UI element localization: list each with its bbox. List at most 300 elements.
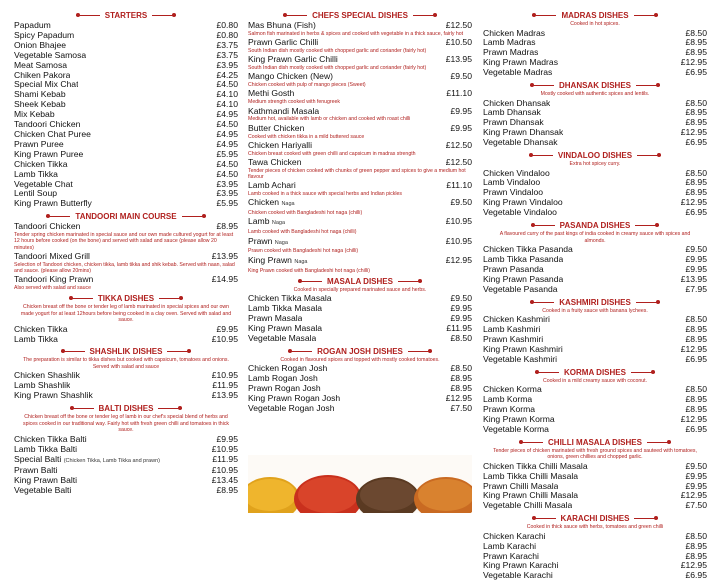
section-title-rogan-josh-dishes	[248, 346, 472, 357]
menu-item-name: Lamb	[248, 217, 270, 227]
menu-item-price: £10.95	[445, 216, 472, 227]
menu-item-description: Chicken breast cooked with green chilli and capsicum in madras strength	[248, 150, 416, 157]
menu-item	[14, 335, 238, 345]
menu-item-name: Lamb Rogan Josh	[248, 374, 318, 384]
menu-item-description: Chicken cooked with pulp of mango pieces (Sweet)	[248, 82, 366, 89]
section-title-text: KARACHI DISHES	[560, 514, 630, 524]
menu-item	[483, 395, 707, 405]
menu-item-name: Vegetable Karachi	[483, 571, 553, 581]
menu-item-name: Vegetable Madras	[483, 68, 553, 78]
menu-item-price: £11.10	[446, 88, 472, 99]
menu-item-name: Lamb Shashlik	[14, 381, 71, 391]
menu-item-name: Vegetable Chilli Masala	[483, 501, 573, 511]
menu-item	[483, 491, 707, 501]
menu-item-description: Tender pieces of chicken cooked with chunks of green pepper and spices to give a medium hot flavour	[248, 167, 466, 180]
swirl-ornament-left	[535, 372, 559, 373]
section-title-text: TANDOORI MAIN COURSE	[75, 212, 177, 222]
menu-item	[483, 48, 707, 58]
swirl-ornament-right	[636, 302, 660, 303]
menu-item-price: £9.95	[216, 433, 238, 444]
menu-item-name: King Prawn Butterfly	[14, 199, 92, 209]
section-title-text: BALTI DISHES	[98, 404, 154, 414]
menu-item	[248, 217, 472, 235]
section-title-text: MASALA DISHES	[327, 276, 393, 286]
menu-item	[248, 324, 472, 334]
swirl-ornament-right	[152, 15, 176, 16]
section-title-kashmiri-dishes	[483, 297, 707, 308]
menu-item-price: £9.50	[450, 293, 472, 304]
menu-item-name: Prawn Vindaloo	[483, 188, 544, 198]
menu-item	[14, 222, 238, 251]
section-description: The preparation is similar to tikka dishes but cooked with capsicum, tomatoes and onions. Served with salad and sauce	[23, 357, 229, 370]
menu-item-price: £10.50	[445, 37, 472, 48]
menu-item-name: Prawn	[248, 236, 273, 246]
menu-item-description: Chicken cooked with Bangladeshi hot naga (chilli)	[248, 210, 363, 217]
menu-item-name: Lamb Kashmiri	[483, 325, 541, 335]
menu-item-price: £8.95	[685, 107, 707, 118]
menu-item-name: Lamb Achari	[248, 181, 296, 191]
menu-item-name: King Prawn Shashlik	[14, 391, 93, 401]
menu-item-price: £6.95	[685, 67, 707, 78]
spice-bowls-image	[248, 455, 472, 513]
menu-item-price: £3.75	[216, 49, 238, 60]
menu-item	[483, 198, 707, 208]
menu-item-price: £8.50	[685, 314, 707, 325]
menu-item	[14, 486, 238, 496]
menu-item-price: £4.50	[216, 168, 238, 179]
menu-item-name: Tandoori King Prawn	[14, 275, 94, 285]
menu-item	[248, 124, 472, 140]
section-title-korma-dishes	[483, 367, 707, 378]
swirl-ornament-right	[413, 15, 437, 16]
menu-item-name: Meat Samosa	[14, 60, 68, 70]
menu-item-name: Prawn Kashmiri	[483, 334, 544, 344]
menu-item-price: £12.50	[445, 20, 472, 30]
menu-item-price: £8.95	[685, 540, 707, 551]
menu-item-price: £11.95	[212, 380, 238, 391]
menu-item-price: £8.95	[450, 383, 472, 394]
menu-item-price: £12.95	[680, 197, 707, 208]
menu-item-name: Vegetable Rogan Josh	[248, 403, 335, 413]
swirl-ornament-right	[634, 518, 658, 519]
menu-item-name: Special Mix Chat	[14, 80, 79, 90]
menu-item-price: £9.95	[450, 303, 472, 314]
swirl-ornament-left	[70, 408, 94, 409]
menu-item-price: £13.95	[211, 390, 238, 401]
section-description: Cooked in hot spices.	[570, 21, 620, 27]
menu-item-name: Chicken Tikka Chilli Masala	[483, 461, 588, 471]
menu-item-price: £13.95	[445, 54, 472, 65]
menu-item	[14, 80, 238, 90]
menu-item-name: Vegetable Masala	[248, 333, 317, 343]
menu-item-price: £7.50	[450, 402, 472, 413]
menu-item-name: King Prawn Kashmiri	[483, 344, 563, 354]
menu-item	[483, 472, 707, 482]
menu-item-price: £6.95	[685, 137, 707, 148]
menu-item-name: Prawn Korma	[483, 404, 536, 414]
menu-item-price: £12.50	[445, 156, 472, 167]
menu-item-name: Lamb Tikka Pasanda	[483, 255, 564, 264]
menu-item	[248, 384, 472, 394]
section-title-text: PASANDA DISHES	[559, 221, 631, 231]
menu-item-description: Also served with salad and sauce	[14, 284, 91, 291]
menu-item	[483, 315, 707, 325]
menu-item	[14, 21, 238, 31]
swirl-ornament-left	[531, 225, 555, 226]
section-title-tandoori-main-course	[14, 211, 238, 222]
menu-item-price: £8.50	[685, 167, 707, 178]
menu-item	[483, 188, 707, 198]
menu-item-price: £10.95	[211, 333, 238, 344]
menu-item-price: £9.95	[685, 480, 707, 491]
swirl-ornament-right	[631, 372, 655, 373]
menu-item	[14, 150, 238, 160]
menu-item-name: Prawn Chilli Masala	[483, 481, 559, 491]
menu-item	[14, 391, 238, 401]
menu-item-description: South Indian dish mostly cooked with chopped garlic and coriander (fairly hot)	[248, 65, 427, 72]
menu-item-price: £9.95	[685, 263, 707, 274]
menu-item-price: £0.80	[216, 29, 238, 40]
menu-item-price: £6.95	[685, 353, 707, 364]
menu-item	[14, 100, 238, 110]
menu-item	[14, 189, 238, 199]
menu-item	[14, 445, 238, 455]
menu-item-name: Lamb Tikka Masala	[248, 304, 323, 314]
section-title-text: MADRAS DISHES	[561, 11, 629, 20]
menu-item-name: Lamb Korma	[483, 395, 533, 405]
menu-item	[14, 435, 238, 445]
menu-item	[14, 90, 238, 100]
section-title-text: STARTERS	[104, 11, 148, 20]
menu-item-name: Chicken Vindaloo	[483, 168, 550, 178]
section-title-tikka-dishes	[14, 293, 238, 304]
menu-item	[483, 325, 707, 335]
swirl-ornament-left	[532, 15, 556, 16]
menu-item-name: Chicken Tikka	[14, 159, 68, 169]
menu-item-price: £11.10	[446, 180, 472, 191]
menu-item	[483, 178, 707, 188]
section-description: A flavoured curry of the past kings of india cooked in creamy sauce with spices and almonds.	[499, 231, 691, 244]
menu-column-right	[483, 8, 707, 581]
menu-item-price: £6.95	[685, 570, 707, 581]
menu-item	[248, 21, 472, 37]
menu-item-price: £4.95	[216, 109, 238, 120]
menu-item-name: Mix Kebab	[14, 110, 55, 120]
menu-item-name: Lamb Vindaloo	[483, 178, 541, 188]
menu-item	[483, 108, 707, 118]
menu-item	[483, 58, 707, 68]
menu-item-name: Chicken Dhansak	[483, 98, 551, 108]
section-description: Cooked in specially prepared marinated sauce and herbs.	[293, 286, 427, 293]
section-title-dhansak-dishes	[483, 80, 707, 91]
menu-item-price: £0.80	[216, 20, 238, 30]
section-title-text: DHANSAK DISHES	[558, 81, 631, 91]
menu-item-name: Chicken Korma	[483, 385, 542, 395]
menu-item	[14, 110, 238, 120]
menu-item	[248, 72, 472, 88]
swirl-ornament-right	[159, 298, 183, 299]
menu-item-name: Lamb Dhansak	[483, 108, 541, 118]
menu-item-price: £6.95	[685, 423, 707, 434]
menu-item-name: Vegetable Dhansak	[483, 138, 558, 148]
swirl-ornament-left	[519, 442, 543, 443]
menu-item	[483, 405, 707, 415]
menu-item-price: £12.95	[680, 127, 707, 138]
menu-item-name: Vegetable Chat	[14, 179, 73, 189]
menu-item	[483, 285, 707, 295]
menu-item-description: Lamb cooked in a thick sauce with special herbs and Indian pickles	[248, 191, 402, 198]
menu-item	[14, 325, 238, 335]
menu-item-price: £5.95	[216, 148, 238, 159]
menu-item	[483, 99, 707, 109]
menu-item	[483, 275, 707, 285]
menu-item-price: £9.50	[685, 244, 707, 255]
menu-item	[483, 425, 707, 435]
menu-item-tag: Naga	[281, 201, 295, 208]
menu-item	[483, 169, 707, 179]
menu-item	[483, 265, 707, 275]
menu-item-name: Chiken Pakora	[14, 70, 71, 80]
menu-column-middle	[248, 8, 472, 414]
menu-item-name: Chicken Chat Puree	[14, 129, 91, 139]
section-title-vindaloo-dishes	[483, 150, 707, 161]
menu-item-name: King Prawn Masala	[248, 323, 323, 333]
menu-item	[14, 199, 238, 209]
section-description: Tender pieces of chicken marinated with fresh ground spices and sauteed with tomatoes, onions, green chillies and chopped garlic.	[493, 447, 697, 461]
menu-item-name: King Prawn Pasanda	[483, 274, 564, 284]
menu-item	[483, 415, 707, 425]
menu-item-price: £12.95	[680, 343, 707, 354]
menu-item-name: Prawn Puree	[14, 139, 64, 149]
menu-item-description: South Indian dish mostly cooked with chopped garlic and coriander (fairly hot)	[248, 48, 427, 55]
menu-item-name: King Prawn Dhansak	[483, 128, 564, 138]
menu-item-description: Medium strength cooked with fenugreek	[248, 99, 340, 106]
swirl-ornament-left	[530, 302, 554, 303]
menu-item	[248, 294, 472, 304]
menu-item-price: £8.95	[216, 485, 238, 496]
menu-item-price: £10.95	[211, 443, 238, 454]
swirl-ornament-left	[532, 518, 556, 519]
menu-item-name: Mango Chicken (New)	[248, 72, 334, 82]
section-description: Cooked in flavoured spices and topped with mostly cooked tomatoes.	[280, 356, 440, 363]
swirl-ornament-left	[298, 281, 322, 282]
menu-item-name: Onion Bhajee	[14, 40, 67, 50]
menu-item-name: Vegetable Pasanda	[483, 284, 558, 294]
section-description: Cooked in thick sauce with herbs, tomatoes and green chilli	[526, 524, 664, 531]
menu-item-price: £8.95	[450, 373, 472, 384]
menu-item	[14, 371, 238, 381]
swirl-ornament-left	[76, 15, 100, 16]
swirl-ornament-right	[635, 225, 659, 226]
menu-item-name: Tawa Chicken	[248, 157, 302, 167]
menu-item-name: Lamb Tikka	[14, 334, 58, 344]
menu-item-name: Lamb Tikka	[14, 169, 58, 179]
menu-item-price: £9.50	[450, 197, 472, 208]
section-title-text: SHASHLIK DISHES	[89, 347, 163, 357]
menu-item-price: £8.50	[450, 332, 472, 343]
menu-item-name: Papadum	[14, 21, 51, 30]
menu-item-tag: Naga	[274, 239, 288, 246]
menu-item-price: £12.95	[445, 254, 472, 265]
menu-item-name: King Prawn Garlic Chilli	[248, 55, 338, 65]
section-description: Cooked in a fruity sauce with banana lychees.	[542, 307, 648, 314]
menu-item-name: Chicken Kashmiri	[483, 315, 550, 325]
menu-item-price: £12.50	[445, 139, 472, 150]
menu-item-name: Tandoori Chicken	[14, 120, 81, 130]
section-title-text: ROGAN JOSH DISHES	[317, 346, 403, 356]
swirl-ornament-right	[398, 281, 422, 282]
menu-item-price: £8.50	[685, 97, 707, 108]
menu-item-price: £8.95	[685, 550, 707, 561]
menu-item-name: King Prawn Karachi	[483, 561, 559, 571]
menu-item	[483, 482, 707, 492]
menu-item-name: Lamb Tikka Balti	[14, 444, 78, 454]
menu-item-note: (Chicken Tikka, Lamb Tikka and prawn)	[63, 457, 160, 464]
swirl-ornament-left	[46, 216, 70, 217]
menu-item-name: Mas Bhuna (Fish)	[248, 21, 316, 30]
menu-item	[248, 38, 472, 54]
menu-item-price: £8.95	[685, 177, 707, 188]
menu-item-name: Prawn Balti	[14, 466, 58, 476]
menu-item	[14, 71, 238, 81]
menu-item-name: Vegetable Kashmiri	[483, 354, 558, 364]
menu-item-price: £4.50	[216, 119, 238, 130]
menu-item-price: £13.95	[211, 250, 238, 261]
menu-item	[14, 466, 238, 476]
menu-item-tag: Naga	[271, 220, 286, 227]
menu-item-description: King Prawn cooked with Bangladeshi hot naga (chilli)	[248, 267, 370, 274]
menu-item	[248, 334, 472, 344]
menu-item	[483, 138, 707, 148]
menu-item	[248, 404, 472, 414]
section-title-text: KASHMIRI DISHES	[559, 297, 631, 307]
menu-item	[483, 29, 707, 39]
menu-item	[248, 374, 472, 384]
section-title-shashlik-dishes	[14, 346, 238, 357]
menu-item-price: £3.95	[216, 188, 238, 199]
menu-item-price: £8.95	[216, 221, 238, 232]
menu-item-price: £4.95	[216, 128, 238, 139]
swirl-ornament-left	[529, 155, 553, 156]
menu-item-name: Vegetable Vindaloo	[483, 208, 557, 218]
menu-item	[14, 61, 238, 71]
section-title-text: TIKKA DISHES	[97, 294, 155, 304]
section-title-madras-dishes	[483, 10, 707, 21]
menu-item-description: Medium hot, available with lamb or chicken and cooked with roast chilli	[248, 116, 411, 123]
section-description: Cooked in a mild creamy sauce with coconut.	[542, 377, 648, 384]
menu-item-price: £4.95	[216, 138, 238, 149]
menu-item	[483, 245, 707, 255]
menu-item-price: £4.10	[216, 89, 238, 100]
menu-item-price: £9.95	[450, 122, 472, 133]
menu-item-price: £7.50	[685, 500, 707, 511]
menu-item	[483, 355, 707, 365]
menu-item	[14, 252, 238, 274]
swirl-ornament-left	[61, 351, 85, 352]
menu-item	[483, 532, 707, 542]
menu-item	[14, 455, 238, 467]
menu-item	[14, 120, 238, 130]
menu-item-price: £8.95	[685, 47, 707, 58]
menu-item-price: £3.95	[216, 59, 238, 70]
menu-item-description: Selection of Tandoori chicken, chicken tikka, lamb tikka and shik kebab. Served with naan, salad and sauce. (please allow 20mins)	[14, 261, 235, 274]
menu-item	[14, 51, 238, 61]
menu-item-price: £9.50	[685, 460, 707, 471]
swirl-ornament-right	[167, 351, 191, 352]
menu-item-name: Butter Chicken	[248, 123, 305, 133]
section-title-text: VINDALOO DISHES	[557, 151, 633, 161]
menu-item	[248, 89, 472, 105]
menu-item-price: £9.50	[450, 71, 472, 82]
menu-item-price: £9.95	[450, 313, 472, 324]
menu-item-name: Chicken Tikka Balti	[14, 434, 87, 444]
menu-item	[483, 335, 707, 345]
swirl-ornament-right	[636, 85, 660, 86]
menu-item	[248, 181, 472, 197]
swirl-ornament-right	[182, 216, 206, 217]
menu-item	[483, 118, 707, 128]
menu-item-price: £10.95	[211, 370, 238, 381]
menu-item-price: £8.95	[685, 187, 707, 198]
menu-column-left	[14, 8, 238, 496]
section-description: Mostly cooked with authentic spices and lentils.	[540, 91, 650, 98]
menu-item-name: King Prawn	[248, 255, 292, 265]
menu-item	[483, 345, 707, 355]
menu-item	[248, 198, 472, 216]
menu-item-name: Prawn Masala	[248, 314, 303, 324]
menu-item-name: Spicy Papadum	[14, 30, 75, 40]
menu-item-name: Vegetable Balti	[14, 486, 72, 496]
menu-item	[248, 55, 472, 71]
menu-item-price: £13.95	[680, 273, 707, 284]
menu-item-price: £8.95	[685, 117, 707, 128]
menu-item-name: King Prawn Vindaloo	[483, 198, 563, 208]
menu-item-name: King Prawn Rogan Josh	[248, 393, 341, 403]
menu-item-price: £8.95	[685, 394, 707, 405]
menu-item-name: Special Balti	[14, 454, 62, 464]
menu-item-price: £4.50	[216, 158, 238, 169]
menu-item-tag: Naga	[294, 258, 308, 265]
menu-item-price: £7.95	[685, 283, 707, 294]
menu-item-name: Vegetable Samosa	[14, 50, 87, 60]
swirl-ornament-left	[69, 298, 93, 299]
section-title-text: CHEFS SPECIAL DISHES	[312, 11, 408, 20]
menu-item-name: Shami Kebab	[14, 90, 66, 100]
menu-item-price: £4.10	[216, 99, 238, 110]
menu-item-name: Lamb Madras	[483, 38, 536, 48]
menu-item-name: Chicken Karachi	[483, 531, 546, 541]
swirl-ornament-left	[288, 351, 312, 352]
menu-item	[483, 385, 707, 395]
menu-item-price: £12.95	[680, 490, 707, 501]
menu-item-name: Prawn Dhansak	[483, 118, 544, 128]
menu-item	[483, 68, 707, 78]
menu-item-price: £8.50	[685, 384, 707, 395]
menu-item-name: Chicken Shashlik	[14, 371, 80, 381]
menu-item	[14, 381, 238, 391]
swirl-ornament-right	[158, 408, 182, 409]
menu-item-price: £12.95	[680, 413, 707, 424]
menu-item-price: £9.95	[450, 105, 472, 116]
menu-item-name: Prawn Karachi	[483, 551, 539, 561]
menu-item	[248, 314, 472, 324]
section-description: Extra hot spicey curry.	[569, 161, 621, 168]
menu-item-price: £8.95	[685, 333, 707, 344]
menu-item-name: Chicken	[248, 198, 280, 208]
section-description: Chicken breast off the bone or tender leg of lamb marinated in special spices and our own made yogurt for at least 12hours before being cooked in a clay oven. Served with salad and sauce.	[20, 304, 232, 324]
menu-item-description: Cooked with chicken tikka in a mild buttered sauce	[248, 133, 365, 140]
menu-item-name: Sheek Kebab	[14, 100, 66, 110]
